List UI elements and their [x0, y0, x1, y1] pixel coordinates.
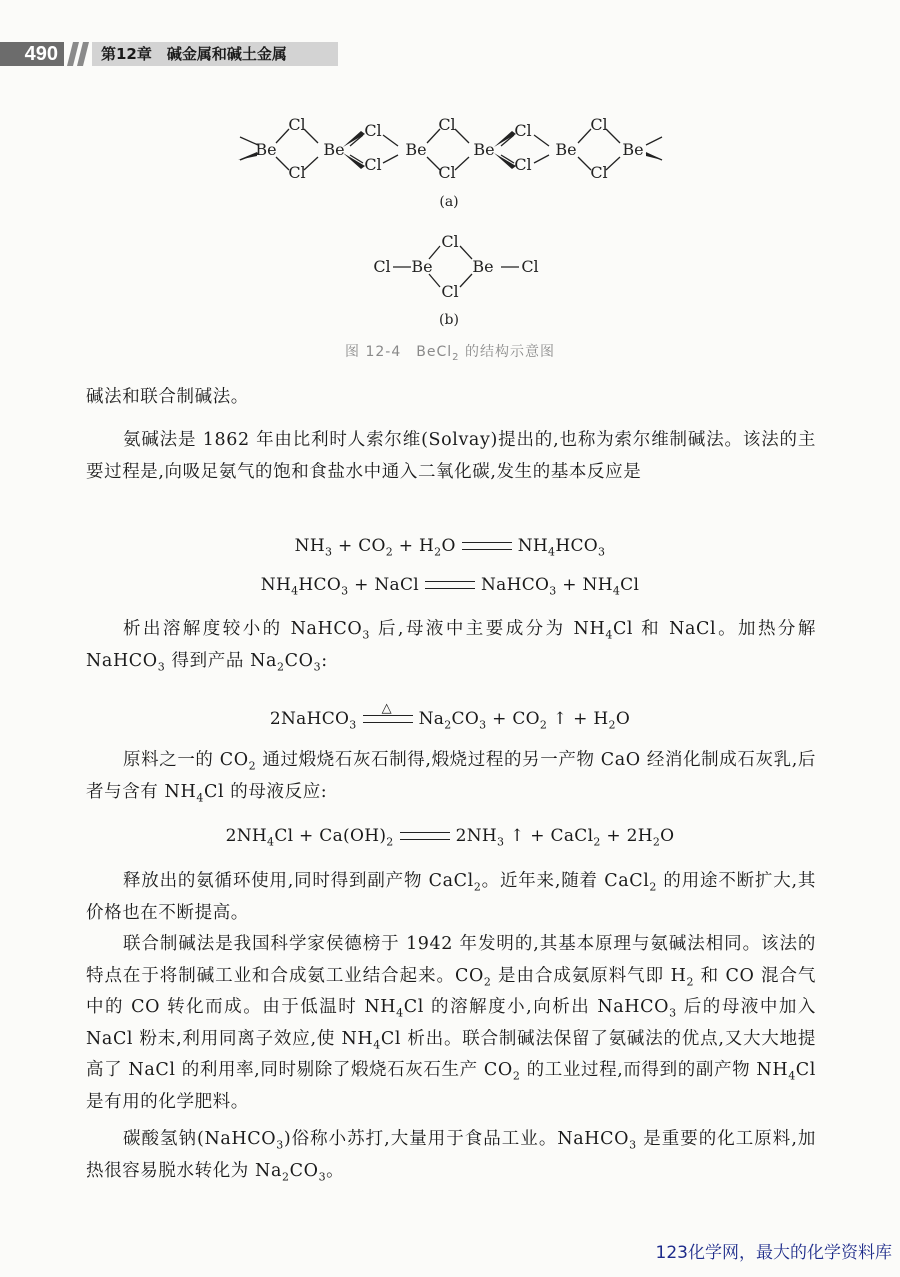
dimer-atom-be: Be [472, 257, 494, 276]
equation: $2NH_4Cl + Ca(OH)_2$ $2NH_3$ ↑ + CaCl$_2$ + $2H_2O$ [225, 826, 675, 849]
becl2-structure-figure [0, 0, 900, 340]
label-a: (a) [439, 194, 459, 210]
paragraph: 联合制碱法是我国科学家侯德榜于 1942 年发明的,其基本原理与氨碱法相同。该法的特点在于将制碱工业和合成氨工业结合起来。$CO_2$ 是由合成氨原料气即 $H_2$ 和 CO 混合气中的 CO 转化而成。由于低温时 $NH_4Cl$ 的溶解度小,向析出 NaHCO$_3$ 后的母液中加入 NaCl 粉末,利用同离子效应,使 $NH_4Cl$ 析出。联合制碱法保留了氨碱法的优点,又大大地提高了 NaCl 的利用率,同时剔除了煅烧石灰石生产 $CO_2$ 的工业过程,而得到的副产物 $NH_4Cl$ 是有用的化学肥料。 [86, 934, 816, 1112]
chain-atom-cl: Cl [364, 155, 382, 174]
chain-atom-cl: Cl [590, 163, 608, 182]
paragraph: 氨碱法是 1862 年由比利时人索尔维(Solvay)提出的,也称为索尔维制碱法。该法的主要过程是,向吸足氨气的饱和食盐水中通入二氧化碳,发生的基本反应是 [86, 430, 816, 482]
label-b: (b) [439, 312, 459, 328]
equation: 2NaHCO$_3$ △ $Na_2CO_3 + CO_2$ ↑ + $H_2O$ [0, 706, 900, 732]
chain-atom-be: Be [473, 140, 495, 159]
chain-atom-be: Be [405, 140, 427, 159]
dimer-atom-cl: Cl [373, 257, 391, 276]
chain-atom-cl: Cl [438, 163, 456, 182]
chain-atom-cl: Cl [514, 121, 532, 140]
chain-atom-be: Be [323, 140, 345, 159]
heating-equals-sign [363, 700, 413, 723]
equation: $NH_3 + CO_2 + H_2O$ $NH_4HCO_3$ [294, 536, 606, 559]
dimer-atom-cl: Cl [441, 282, 459, 301]
chain-atom-be: Be [255, 140, 277, 159]
paragraph: 碳酸氢钠(NaHCO$_3$)俗称小苏打,大量用于食品工业。NaHCO$_3$ 是重要的化工原料,加热很容易脱水转化为 $Na_2CO_3$。 [86, 1129, 816, 1183]
chain-atom-cl: Cl [364, 121, 382, 140]
equals-sign [400, 832, 450, 840]
chain-atom-be: Be [555, 140, 577, 159]
paragraph: 原料之一的 $CO_2$ 通过煅烧石灰石制得,煅烧过程的另一产物 CaO 经消化制成石灰乳,后者与含有 $NH_4Cl$ 的母液反应: [86, 750, 816, 804]
page-number: 490 [0, 42, 64, 66]
chain-atom-cl: Cl [288, 115, 306, 134]
chain-atom-cl: Cl [590, 115, 608, 134]
equals-sign [425, 581, 475, 589]
chapter-title: 第12章 碱金属和碱土金属 [101, 45, 287, 63]
chain-atom-be: Be [622, 140, 644, 159]
chain-atom-cl: Cl [514, 155, 532, 174]
dimer-atom-cl: Cl [441, 232, 459, 251]
dimer-atom-be: Be [411, 257, 433, 276]
equation: $NH_4HCO_3$ + NaCl NaHCO$_3$ + $NH_4Cl$ [260, 575, 640, 598]
paragraph: 析出溶解度较小的 NaHCO$_3$ 后,母液中主要成分为 $NH_4Cl$ 和 NaCl。加热分解 NaHCO$_3$ 得到产品 $Na_2CO_3$: [86, 619, 816, 673]
equals-sign [462, 542, 512, 550]
figure-caption: 图 12-4 BeCl$_2$ 的结构示意图 [345, 344, 555, 363]
paragraph: 释放出的氨循环使用,同时得到副产物 CaCl$_2$。近年来,随着 CaCl$_2$ 的用途不断扩大,其价格也在不断提高。 [86, 871, 817, 923]
chain-atom-cl: Cl [288, 163, 306, 182]
chain-atom-cl: Cl [438, 115, 456, 134]
heat-symbol: △ [381, 700, 392, 716]
watermark: 123化学网，最大的化学资料库 [655, 1243, 892, 1263]
paragraph: 碱法和联合制碱法。 [86, 387, 249, 407]
dimer-atom-cl: Cl [521, 257, 539, 276]
